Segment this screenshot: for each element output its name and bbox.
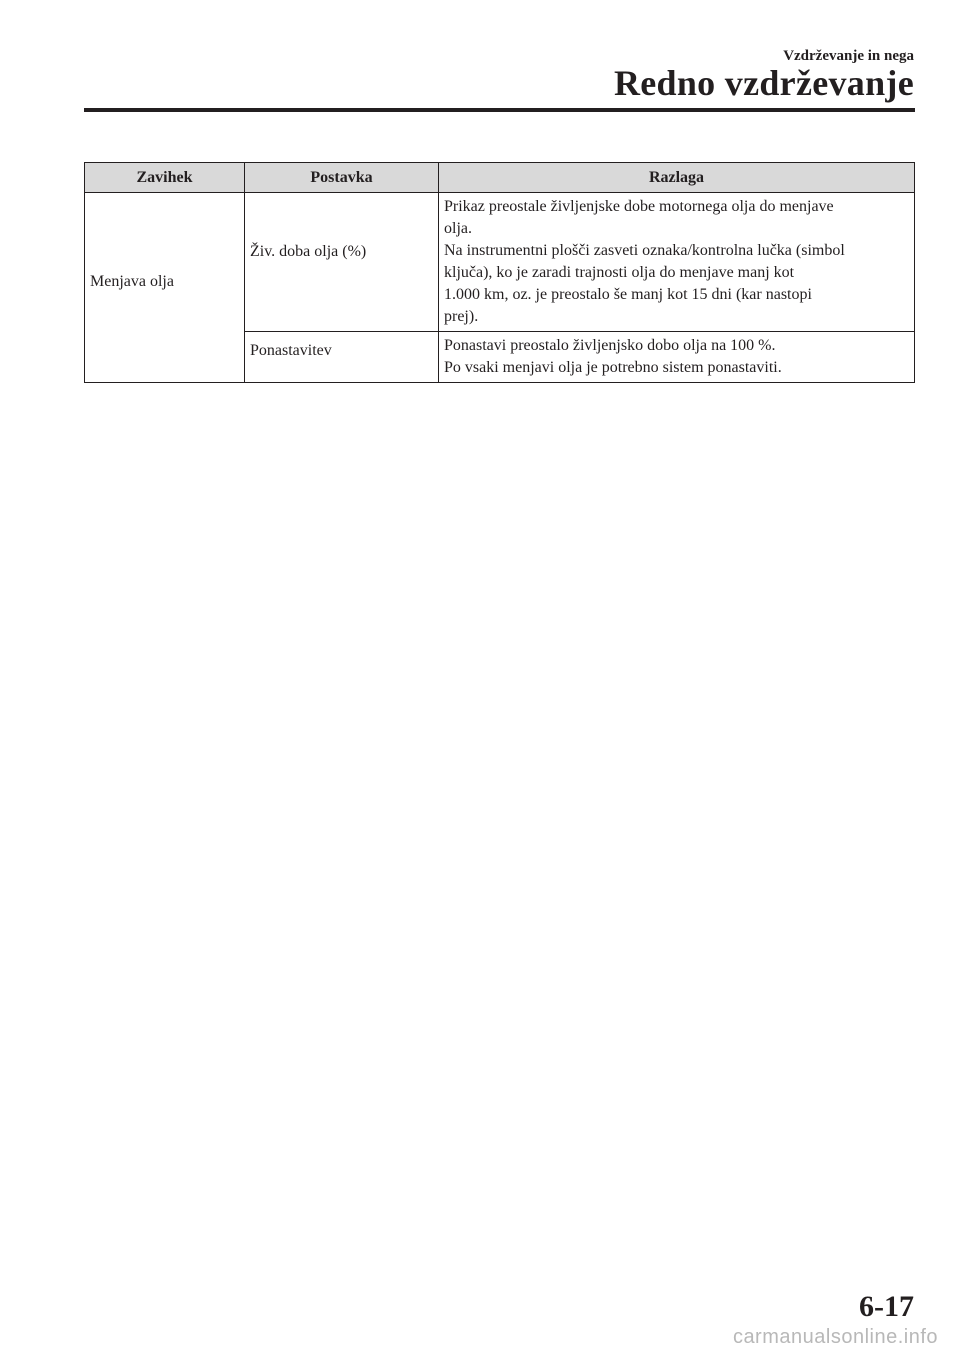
description-line: 1.000 km, oz. je preostalo še manj kot 15 dni (kar nastopi	[444, 286, 812, 303]
description-line: Prikaz preostale življenjske dobe motornega olja do menjave	[444, 198, 834, 215]
section-header: Vzdrževanje in nega	[783, 48, 914, 64]
page-number: 6-17	[859, 1290, 914, 1323]
table-row	[85, 193, 915, 332]
description-line: Na instrumentni plošči zasveti oznaka/kontrolna lučka (simbol	[444, 242, 845, 259]
description-cell	[439, 332, 915, 383]
column-header-description: Razlaga	[439, 163, 915, 193]
item-cell: Ponastavitev	[245, 332, 439, 383]
tab-cell: Menjava olja	[85, 193, 245, 383]
column-header-tab: Zavihek	[85, 163, 245, 193]
description-line: Po vsaki menjavi olja je potrebno sistem ponastaviti.	[444, 359, 782, 376]
description-line: Ponastavi preostalo življenjsko dobo olja na 100 %.	[444, 337, 776, 354]
description-cell	[439, 193, 915, 332]
description-line: prej).	[444, 308, 479, 325]
description-line: olja.	[444, 220, 472, 237]
table-header-row	[85, 163, 915, 193]
header-rule	[84, 108, 915, 112]
settings-table	[84, 162, 915, 383]
watermark: carmanualsonline.info	[732, 1326, 938, 1348]
description-line: ključa), ko je zaradi trajnosti olja do menjave manj kot	[444, 264, 795, 281]
page-title: Redno vzdrževanje	[613, 63, 914, 103]
item-cell: Živ. doba olja (%)	[245, 193, 439, 332]
column-header-item: Postavka	[245, 163, 439, 193]
